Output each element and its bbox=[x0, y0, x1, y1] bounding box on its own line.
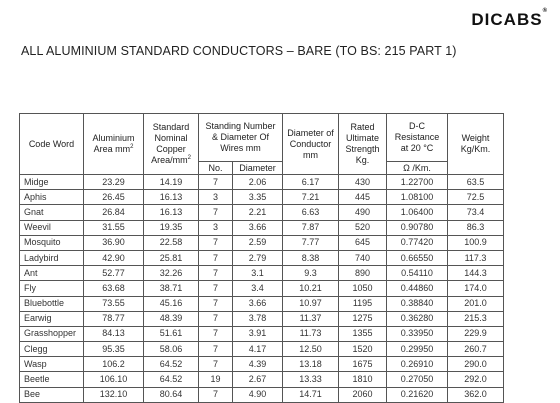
cell-wire-diameter: 2.79 bbox=[233, 250, 283, 265]
cell-wire-diameter: 4.39 bbox=[233, 357, 283, 372]
cell-wire-diameter: 4.17 bbox=[233, 342, 283, 357]
cell-weight: 144.3 bbox=[448, 266, 504, 281]
header-aluminium-area: Aluminium Area $mm^2$ bbox=[84, 114, 144, 175]
cell-weight: 260.7 bbox=[448, 342, 504, 357]
table-row bbox=[20, 205, 504, 220]
cell-strength: 445 bbox=[339, 190, 387, 205]
cell-aluminium-area: 84.13 bbox=[84, 326, 144, 341]
cell-code-word: Weevil bbox=[20, 220, 84, 235]
cell-aluminium-area: 106.2 bbox=[84, 357, 144, 372]
table-row bbox=[20, 190, 504, 205]
table-row bbox=[20, 357, 504, 372]
cell-wire-diameter: 3.91 bbox=[233, 326, 283, 341]
cell-wire-count: 7 bbox=[199, 342, 233, 357]
cell-aluminium-area: 26.45 bbox=[84, 190, 144, 205]
cell-strength: 1520 bbox=[339, 342, 387, 357]
cell-wire-diameter: 2.21 bbox=[233, 205, 283, 220]
cell-resistance: 0.66550 bbox=[387, 250, 448, 265]
cell-conductor-diameter: 10.97 bbox=[283, 296, 339, 311]
cell-resistance: 0.38840 bbox=[387, 296, 448, 311]
cell-resistance: 0.27050 bbox=[387, 372, 448, 387]
cell-conductor-diameter: 11.73 bbox=[283, 326, 339, 341]
header-code-word: Code Word bbox=[20, 114, 84, 175]
table-row bbox=[20, 220, 504, 235]
header-stranding-no: No. bbox=[199, 162, 233, 175]
cell-copper-area: 58.06 bbox=[144, 342, 199, 357]
header-resistance: D-C Resistance at 20 °C bbox=[387, 114, 448, 162]
cell-wire-diameter: 3.1 bbox=[233, 266, 283, 281]
cell-code-word: Earwig bbox=[20, 311, 84, 326]
cell-strength: 520 bbox=[339, 220, 387, 235]
cell-code-word: Bee bbox=[20, 387, 84, 402]
cell-aluminium-area: 63.68 bbox=[84, 281, 144, 296]
cell-aluminium-area: 52.77 bbox=[84, 266, 144, 281]
cell-wire-count: 7 bbox=[199, 326, 233, 341]
table-row bbox=[20, 372, 504, 387]
cell-weight: 100.9 bbox=[448, 235, 504, 250]
cell-resistance: 0.21620 bbox=[387, 387, 448, 402]
cell-conductor-diameter: 9.3 bbox=[283, 266, 339, 281]
cell-wire-count: 7 bbox=[199, 311, 233, 326]
cell-aluminium-area: 95.35 bbox=[84, 342, 144, 357]
cell-wire-count: 7 bbox=[199, 250, 233, 265]
cell-aluminium-area: 78.77 bbox=[84, 311, 144, 326]
header-stranding: Standing Number & Diameter Of Wires mm bbox=[199, 114, 283, 162]
cell-wire-count: 7 bbox=[199, 235, 233, 250]
cell-weight: 201.0 bbox=[448, 296, 504, 311]
cell-wire-count: 19 bbox=[199, 372, 233, 387]
cell-wire-count: 7 bbox=[199, 387, 233, 402]
conductor-spec-table bbox=[19, 113, 504, 403]
cell-wire-diameter: 3.66 bbox=[233, 220, 283, 235]
cell-code-word: Wasp bbox=[20, 357, 84, 372]
cell-aluminium-area: 132.10 bbox=[84, 387, 144, 402]
cell-wire-diameter: 2.59 bbox=[233, 235, 283, 250]
table-row bbox=[20, 296, 504, 311]
cell-copper-area: 14.19 bbox=[144, 175, 199, 190]
cell-copper-area: 64.52 bbox=[144, 357, 199, 372]
table-row bbox=[20, 311, 504, 326]
cell-weight: 72.5 bbox=[448, 190, 504, 205]
cell-conductor-diameter: 13.18 bbox=[283, 357, 339, 372]
cell-strength: 490 bbox=[339, 205, 387, 220]
cell-wire-count: 7 bbox=[199, 281, 233, 296]
header-row bbox=[20, 114, 504, 162]
cell-copper-area: 45.16 bbox=[144, 296, 199, 311]
cell-strength: 1195 bbox=[339, 296, 387, 311]
cell-code-word: Gnat bbox=[20, 205, 84, 220]
cell-weight: 292.0 bbox=[448, 372, 504, 387]
cell-weight: 117.3 bbox=[448, 250, 504, 265]
cell-conductor-diameter: 12.50 bbox=[283, 342, 339, 357]
cell-copper-area: 16.13 bbox=[144, 205, 199, 220]
table-row bbox=[20, 326, 504, 341]
cell-aluminium-area: 73.55 bbox=[84, 296, 144, 311]
cell-resistance: 0.54110 bbox=[387, 266, 448, 281]
cell-weight: 290.0 bbox=[448, 357, 504, 372]
cell-weight: 174.0 bbox=[448, 281, 504, 296]
cell-strength: 1275 bbox=[339, 311, 387, 326]
cell-wire-diameter: 3.66 bbox=[233, 296, 283, 311]
cell-code-word: Mosquito bbox=[20, 235, 84, 250]
cell-resistance: 0.33950 bbox=[387, 326, 448, 341]
table-row bbox=[20, 266, 504, 281]
cell-conductor-diameter: 10.21 bbox=[283, 281, 339, 296]
cell-weight: 63.5 bbox=[448, 175, 504, 190]
header-conductor-diameter: Diameter of Conductor mm bbox=[283, 114, 339, 175]
cell-code-word: Clegg bbox=[20, 342, 84, 357]
header-resistance-unit: Ω /Km. bbox=[387, 162, 448, 175]
cell-strength: 1050 bbox=[339, 281, 387, 296]
cell-wire-count: 7 bbox=[199, 296, 233, 311]
header-copper-area: Standard Nominal Copper Area/$mm^2$ bbox=[144, 114, 199, 175]
cell-aluminium-area: 36.90 bbox=[84, 235, 144, 250]
cell-aluminium-area: 42.90 bbox=[84, 250, 144, 265]
cell-code-word: Grasshopper bbox=[20, 326, 84, 341]
brand-name: DICABS bbox=[471, 10, 543, 29]
cell-wire-count: 3 bbox=[199, 220, 233, 235]
table-row bbox=[20, 235, 504, 250]
header-stranding-diameter: Diameter bbox=[233, 162, 283, 175]
cell-wire-diameter: 3.4 bbox=[233, 281, 283, 296]
cell-aluminium-area: 31.55 bbox=[84, 220, 144, 235]
cell-copper-area: 16.13 bbox=[144, 190, 199, 205]
cell-weight: 362.0 bbox=[448, 387, 504, 402]
cell-strength: 890 bbox=[339, 266, 387, 281]
cell-strength: 1675 bbox=[339, 357, 387, 372]
cell-wire-diameter: 3.35 bbox=[233, 190, 283, 205]
cell-code-word: Beetle bbox=[20, 372, 84, 387]
cell-strength: 1810 bbox=[339, 372, 387, 387]
cell-conductor-diameter: 6.17 bbox=[283, 175, 339, 190]
cell-wire-count: 7 bbox=[199, 266, 233, 281]
header-weight: Weight Kg/Km. bbox=[448, 114, 504, 175]
table-row bbox=[20, 342, 504, 357]
cell-wire-diameter: 3.78 bbox=[233, 311, 283, 326]
cell-strength: 2060 bbox=[339, 387, 387, 402]
cell-code-word: Fly bbox=[20, 281, 84, 296]
cell-copper-area: 25.81 bbox=[144, 250, 199, 265]
cell-wire-diameter: 2.67 bbox=[233, 372, 283, 387]
cell-resistance: 0.29950 bbox=[387, 342, 448, 357]
cell-code-word: Ladybird bbox=[20, 250, 84, 265]
cell-copper-area: 32.26 bbox=[144, 266, 199, 281]
cell-copper-area: 48.39 bbox=[144, 311, 199, 326]
cell-conductor-diameter: 7.21 bbox=[283, 190, 339, 205]
cell-conductor-diameter: 7.77 bbox=[283, 235, 339, 250]
brand-logo bbox=[471, 10, 548, 30]
cell-weight: 73.4 bbox=[448, 205, 504, 220]
cell-copper-area: 22.58 bbox=[144, 235, 199, 250]
cell-weight: 215.3 bbox=[448, 311, 504, 326]
cell-wire-count: 7 bbox=[199, 175, 233, 190]
cell-conductor-diameter: 7.87 bbox=[283, 220, 339, 235]
page-title: ALL ALUMINIUM STANDARD CONDUCTORS – BARE (TO BS: 215 PART 1) bbox=[21, 44, 457, 58]
cell-conductor-diameter: 8.38 bbox=[283, 250, 339, 265]
cell-copper-area: 51.61 bbox=[144, 326, 199, 341]
cell-code-word: Aphis bbox=[20, 190, 84, 205]
cell-resistance: 0.90780 bbox=[387, 220, 448, 235]
cell-code-word: Ant bbox=[20, 266, 84, 281]
cell-copper-area: 64.52 bbox=[144, 372, 199, 387]
cell-strength: 430 bbox=[339, 175, 387, 190]
registered-mark: ® bbox=[542, 8, 548, 14]
cell-weight: 86.3 bbox=[448, 220, 504, 235]
cell-strength: 740 bbox=[339, 250, 387, 265]
cell-wire-count: 7 bbox=[199, 205, 233, 220]
cell-conductor-diameter: 13.33 bbox=[283, 372, 339, 387]
cell-aluminium-area: 26.84 bbox=[84, 205, 144, 220]
cell-resistance: 1.22700 bbox=[387, 175, 448, 190]
cell-weight: 229.9 bbox=[448, 326, 504, 341]
header-strength: Rated Ultimate Strength Kg. bbox=[339, 114, 387, 175]
cell-wire-diameter: 4.90 bbox=[233, 387, 283, 402]
cell-conductor-diameter: 11.37 bbox=[283, 311, 339, 326]
cell-copper-area: 19.35 bbox=[144, 220, 199, 235]
cell-strength: 645 bbox=[339, 235, 387, 250]
cell-wire-count: 3 bbox=[199, 190, 233, 205]
cell-code-word: Midge bbox=[20, 175, 84, 190]
cell-aluminium-area: 23.29 bbox=[84, 175, 144, 190]
cell-resistance: 1.06400 bbox=[387, 205, 448, 220]
cell-resistance: 1.08100 bbox=[387, 190, 448, 205]
table-row bbox=[20, 250, 504, 265]
cell-resistance: 0.77420 bbox=[387, 235, 448, 250]
cell-resistance: 0.26910 bbox=[387, 357, 448, 372]
cell-wire-diameter: 2.06 bbox=[233, 175, 283, 190]
table-row bbox=[20, 387, 504, 402]
cell-aluminium-area: 106.10 bbox=[84, 372, 144, 387]
cell-strength: 1355 bbox=[339, 326, 387, 341]
cell-code-word: Bluebottle bbox=[20, 296, 84, 311]
table-row bbox=[20, 281, 504, 296]
cell-resistance: 0.36280 bbox=[387, 311, 448, 326]
cell-wire-count: 7 bbox=[199, 357, 233, 372]
cell-resistance: 0.44860 bbox=[387, 281, 448, 296]
cell-copper-area: 80.64 bbox=[144, 387, 199, 402]
cell-copper-area: 38.71 bbox=[144, 281, 199, 296]
table-row bbox=[20, 175, 504, 190]
cell-conductor-diameter: 14.71 bbox=[283, 387, 339, 402]
cell-conductor-diameter: 6.63 bbox=[283, 205, 339, 220]
